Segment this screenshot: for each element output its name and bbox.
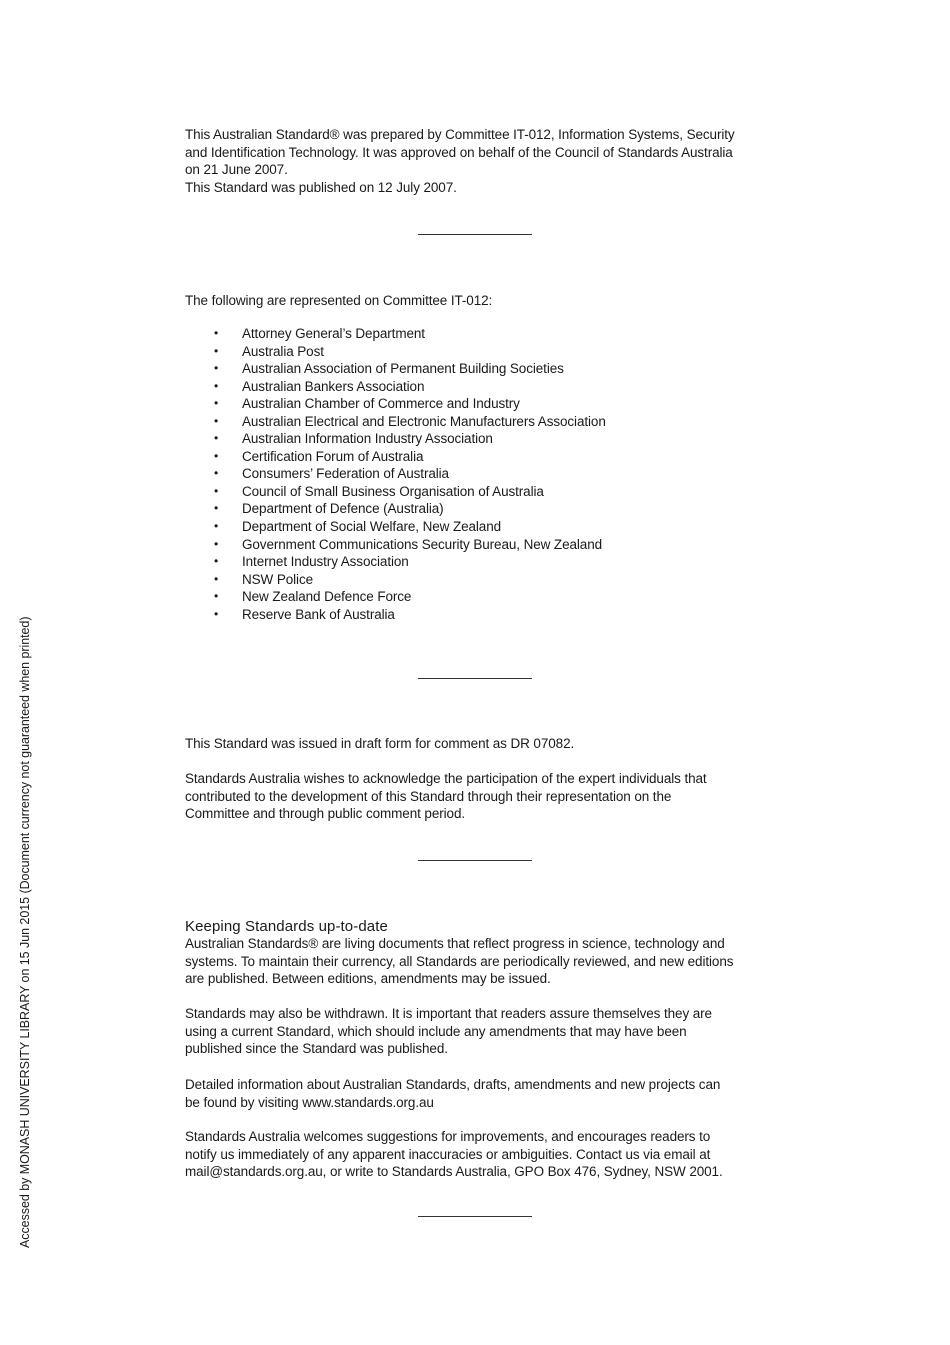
committee-member-name: Government Communications Security Bureau, New Zealand [242,536,603,552]
living-documents-paragraph [185,935,775,988]
prepared-by-paragraph [185,126,775,196]
committee-member-item [185,518,775,536]
living-line-1: Australian Standards® are living documents that reflect progress in science, technology and [185,936,725,951]
access-watermark: Accessed by MONASH UNIVERSITY LIBRARY on 15 Jun 2015 (Document currency not guaranteed when printed) [18,616,32,1248]
section-divider [418,860,532,861]
committee-member-item [185,360,775,378]
detailed-line-1: Detailed information about Australian Standards, drafts, amendments and new projects can [185,1077,721,1092]
committee-member-name: New Zealand Defence Force [242,589,412,605]
ack-line-1: Standards Australia wishes to acknowledge the participation of the expert individuals that [185,771,707,786]
committee-member-item [185,465,775,483]
committee-member-name: Australian Information Industry Association [242,431,493,447]
bullet-icon: • [214,536,219,551]
suggestions-line-3: mail@standards.org.au, or write to Standards Australia, GPO Box 476, Sydney, NSW 2001. [185,1164,723,1179]
committee-member-name: Australian Bankers Association [242,378,425,394]
committee-member-name: Department of Social Welfare, New Zealand [242,519,502,535]
detailed-line-2: be found by visiting www.standards.org.au [185,1094,434,1110]
bullet-icon: • [214,483,219,498]
committee-member-name: Australian Electrical and Electronic Manufacturers Association [242,413,606,429]
committee-member-item [185,483,775,501]
bullet-icon: • [214,326,219,340]
suggestions-line-1: Standards Australia welcomes suggestions for improvements, and encourages readers to [185,1129,711,1144]
living-line-3: are published. Between editions, amendments may be issued. [185,971,551,986]
bullet-icon: • [214,361,219,376]
committee-member-item [185,378,775,396]
bullet-icon: • [214,413,219,428]
bullet-icon: • [214,606,219,621]
acknowledgement-paragraph [185,770,775,823]
bullet-icon: • [214,343,219,358]
committee-member-name: Australia Post [242,343,324,359]
keeping-standards-heading: Keeping Standards up-to-date [185,918,388,935]
committee-member-item [185,448,775,466]
withdrawn-line-3: published since the Standard was published. [185,1041,448,1056]
bullet-icon: • [214,466,219,481]
committee-member-name: Australian Chamber of Commerce and Industry [242,396,520,412]
bullet-icon: • [214,378,219,393]
committee-member-item [185,413,775,431]
committee-member-item [185,553,775,571]
withdrawn-paragraph [185,1005,775,1058]
section-divider [418,678,532,679]
committee-member-item [185,430,775,448]
committee-member-name: Council of Small Business Organisation of Australia [242,483,544,499]
committee-member-name: NSW Police [242,571,314,587]
bullet-icon: • [214,554,219,569]
suggestions-paragraph [185,1128,775,1181]
ack-line-3: Committee and through public comment period. [185,806,465,821]
section-divider [418,1216,532,1217]
committee-member-item [185,588,775,606]
living-line-2: systems. To maintain their currency, all Standards are periodically reviewed, and new editions [185,953,734,969]
bullet-icon: • [214,589,219,604]
prepared-line-1: This Australian Standard® was prepared by Committee IT-012, Information Systems, Security [185,127,735,142]
committee-intro: The following are represented on Committee IT-012: [185,293,493,308]
bullet-icon: • [214,519,219,534]
committee-member-name: Department of Defence (Australia) [242,501,444,517]
withdrawn-line-1: Standards may also be withdrawn. It is important that readers assure themselves they are [185,1006,712,1021]
committee-member-name: Attorney General’s Department [242,326,425,341]
committee-member-item [185,343,775,361]
section-divider [418,234,532,235]
prepared-line-2: and Identification Technology. It was approved on behalf of the Council of Standards Australia [185,144,733,160]
committee-member-name: Consumers’ Federation of Australia [242,466,449,482]
bullet-icon: • [214,501,219,516]
committee-member-item [185,606,775,624]
committee-member-item [185,395,775,413]
committee-member-list [185,325,775,623]
suggestions-line-2: notify us immediately of any apparent inaccuracies or ambiguities. Contact us via email at [185,1146,711,1162]
committee-member-name: Certification Forum of Australia [242,448,424,464]
committee-member-item [185,571,775,589]
committee-member-item [185,500,775,518]
committee-member-item [185,325,775,343]
bullet-icon: • [214,571,219,586]
ack-line-2: contributed to the development of this Standard through their representation on the [185,788,672,804]
prepared-line-3: on 21 June 2007. [185,162,288,177]
committee-member-item [185,536,775,554]
withdrawn-line-2: using a current Standard, which should include any amendments that may have been [185,1023,687,1039]
bullet-icon: • [214,431,219,446]
committee-member-name: Australian Association of Permanent Building Societies [242,361,564,377]
bullet-icon: • [214,448,219,463]
published-line: This Standard was published on 12 July 2007. [185,179,457,195]
committee-member-name: Internet Industry Association [242,554,409,570]
detailed-info-paragraph [185,1076,775,1111]
draft-issued-text: This Standard was issued in draft form for comment as DR 07082. [185,736,575,751]
bullet-icon: • [214,396,219,411]
committee-member-name: Reserve Bank of Australia [242,606,395,622]
